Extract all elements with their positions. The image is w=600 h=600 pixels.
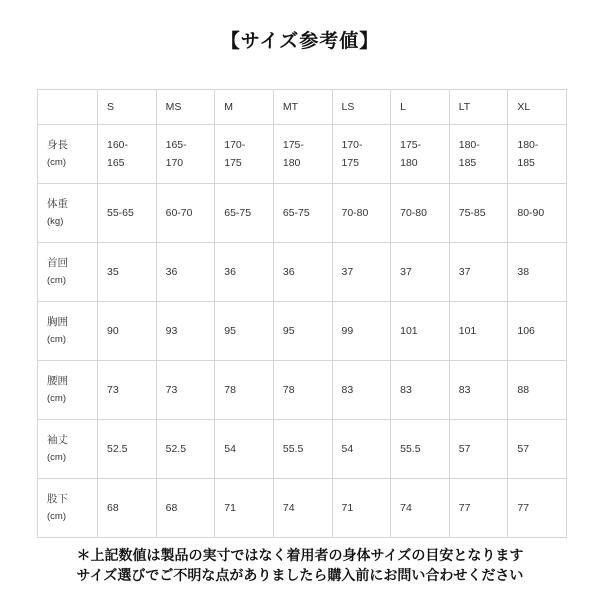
value-cell: 37 — [332, 243, 391, 302]
row-label-cell — [38, 420, 98, 479]
value-cell: 77 — [449, 479, 508, 538]
value-cell: 52.5 — [156, 420, 215, 479]
value-cell: 71 — [332, 479, 391, 538]
value-cell: 175- 180 — [273, 125, 332, 184]
row-label-cell — [38, 302, 98, 361]
size-header-cell: L — [391, 90, 450, 125]
row-label: 腰囲 — [47, 375, 68, 387]
table-row — [38, 361, 567, 420]
note-line-2: サイズ選びでご不明な点がありましたら購入前にお問い合わせください — [76, 568, 524, 584]
size-header-cell: LS — [332, 90, 391, 125]
size-header-cell: MT — [273, 90, 332, 125]
value-cell: 78 — [215, 361, 274, 420]
value-cell: 65-75 — [215, 184, 274, 243]
corner-cell — [38, 90, 98, 125]
value-cell: 77 — [508, 479, 567, 538]
value-cell: 95 — [273, 302, 332, 361]
row-label: 股下 — [47, 493, 68, 505]
size-header-cell: M — [215, 90, 274, 125]
value-cell: 93 — [156, 302, 215, 361]
value-cell: 36 — [215, 243, 274, 302]
value-cell: 180- 185 — [449, 125, 508, 184]
value-cell: 99 — [332, 302, 391, 361]
value-cell: 175- 180 — [391, 125, 450, 184]
value-cell: 37 — [391, 243, 450, 302]
value-cell: 54 — [215, 420, 274, 479]
value-cell: 70-80 — [332, 184, 391, 243]
page-title: 【サイズ参考値】 — [220, 30, 380, 52]
value-cell: 83 — [391, 361, 450, 420]
table-row — [38, 184, 567, 243]
value-cell: 68 — [98, 479, 157, 538]
size-header-cell: S — [98, 90, 157, 125]
row-label: 体重 — [47, 198, 68, 210]
row-unit: (cm) — [47, 452, 66, 463]
row-label: 身長 — [47, 139, 68, 151]
value-cell: 38 — [508, 243, 567, 302]
value-cell: 75-85 — [449, 184, 508, 243]
value-cell: 74 — [273, 479, 332, 538]
row-unit: (cm) — [47, 393, 66, 404]
value-cell: 83 — [332, 361, 391, 420]
size-header-cell: MS — [156, 90, 215, 125]
table-row — [38, 420, 567, 479]
value-cell: 73 — [156, 361, 215, 420]
value-cell: 65-75 — [273, 184, 332, 243]
row-unit: (kg) — [47, 216, 64, 227]
value-cell: 57 — [508, 420, 567, 479]
table-row — [38, 125, 567, 184]
value-cell: 101 — [391, 302, 450, 361]
value-cell: 95 — [215, 302, 274, 361]
header-row — [38, 90, 567, 125]
row-unit: (cm) — [47, 275, 66, 286]
value-cell: 35 — [98, 243, 157, 302]
row-unit: (cm) — [47, 511, 66, 522]
value-cell: 88 — [508, 361, 567, 420]
row-label-cell — [38, 243, 98, 302]
value-cell: 180- 185 — [508, 125, 567, 184]
value-cell: 37 — [449, 243, 508, 302]
table-row — [38, 243, 567, 302]
value-cell: 90 — [98, 302, 157, 361]
row-unit: (cm) — [47, 157, 66, 168]
row-label-cell — [38, 361, 98, 420]
row-unit: (cm) — [47, 334, 66, 345]
value-cell: 80-90 — [508, 184, 567, 243]
row-label: 袖丈 — [47, 434, 68, 446]
value-cell: 70-80 — [391, 184, 450, 243]
value-cell: 106 — [508, 302, 567, 361]
size-header-cell: XL — [508, 90, 567, 125]
value-cell: 78 — [273, 361, 332, 420]
value-cell: 68 — [156, 479, 215, 538]
value-cell: 52.5 — [98, 420, 157, 479]
row-label: 胸囲 — [47, 316, 68, 328]
value-cell: 170- 175 — [215, 125, 274, 184]
value-cell: 55.5 — [391, 420, 450, 479]
value-cell: 165- 170 — [156, 125, 215, 184]
value-cell: 57 — [449, 420, 508, 479]
value-cell: 71 — [215, 479, 274, 538]
row-label-cell — [38, 479, 98, 538]
value-cell: 36 — [273, 243, 332, 302]
table-row — [38, 479, 567, 538]
value-cell: 60-70 — [156, 184, 215, 243]
value-cell: 83 — [449, 361, 508, 420]
size-table — [37, 89, 567, 538]
row-label: 首回 — [47, 257, 68, 269]
table-row — [38, 302, 567, 361]
value-cell: 55-65 — [98, 184, 157, 243]
value-cell: 101 — [449, 302, 508, 361]
value-cell: 55.5 — [273, 420, 332, 479]
value-cell: 54 — [332, 420, 391, 479]
note-line-1: ＊上記数値は製品の実寸ではなく着用者の身体サイズの目安となります — [76, 548, 524, 564]
row-label-cell — [38, 184, 98, 243]
value-cell: 74 — [391, 479, 450, 538]
value-cell: 170- 175 — [332, 125, 391, 184]
value-cell: 36 — [156, 243, 215, 302]
value-cell: 73 — [98, 361, 157, 420]
size-header-cell: LT — [449, 90, 508, 125]
row-label-cell — [38, 125, 98, 184]
value-cell: 160- 165 — [98, 125, 157, 184]
